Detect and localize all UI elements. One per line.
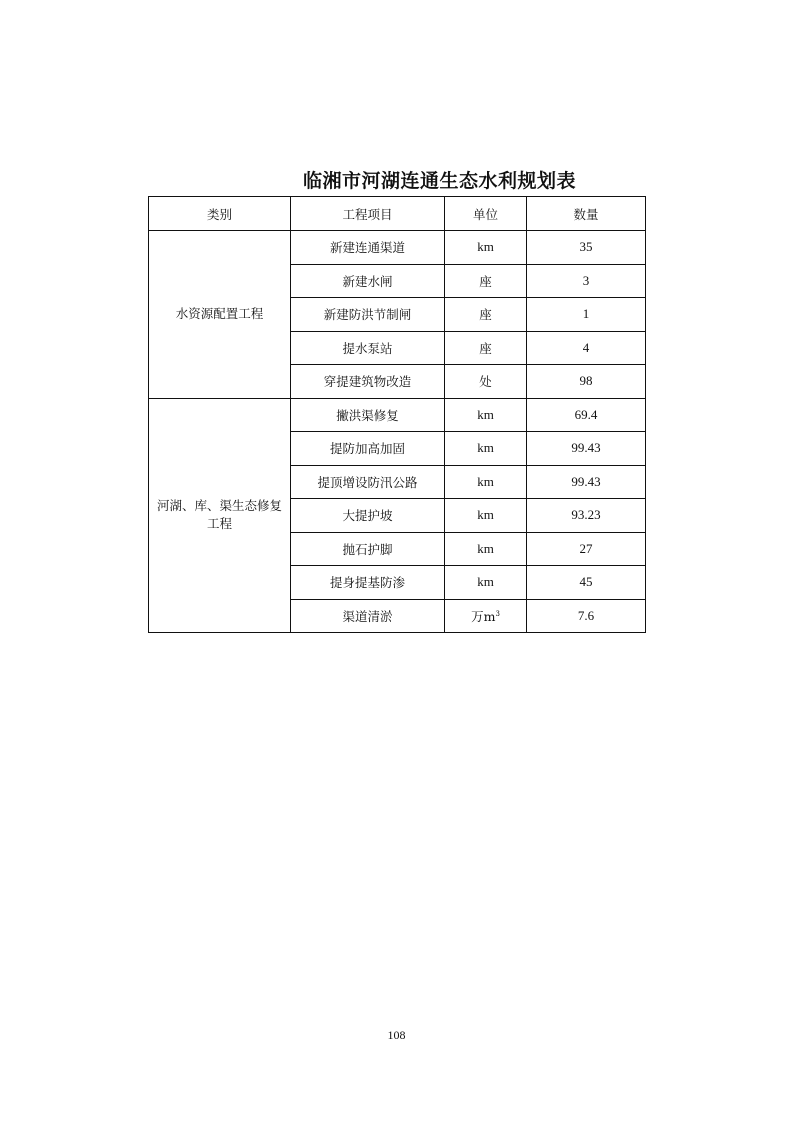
planning-table	[148, 196, 646, 633]
unit-cell: 座	[445, 264, 527, 298]
item-cell: 新建防洪节制闸	[291, 298, 445, 332]
quantity-cell: 7.6	[527, 599, 646, 633]
quantity-cell: 98	[527, 365, 646, 399]
header-item: 工程项目	[291, 197, 445, 231]
item-cell: 提身提基防渗	[291, 566, 445, 600]
unit-text: 万m	[471, 608, 496, 624]
unit-cell: km	[445, 566, 527, 600]
header-unit: 单位	[445, 197, 527, 231]
category-cell: 水资源配置工程	[149, 231, 291, 399]
item-cell: 大提护坡	[291, 499, 445, 533]
unit-cell: km	[445, 432, 527, 466]
unit-cell: km	[445, 532, 527, 566]
unit-cell: 座	[445, 331, 527, 365]
item-cell: 新建连通渠道	[291, 231, 445, 265]
quantity-cell: 45	[527, 566, 646, 600]
item-cell: 提水泵站	[291, 331, 445, 365]
unit-cell: 座	[445, 298, 527, 332]
quantity-cell: 93.23	[527, 499, 646, 533]
quantity-cell: 1	[527, 298, 646, 332]
unit-cell: 处	[445, 365, 527, 399]
item-cell: 提防加高加固	[291, 432, 445, 466]
category-cell: 河湖、库、渠生态修复工程	[149, 398, 291, 633]
item-cell: 抛石护脚	[291, 532, 445, 566]
unit-cell: km	[445, 499, 527, 533]
quantity-cell: 27	[527, 532, 646, 566]
unit-cell	[445, 599, 527, 633]
quantity-cell: 3	[527, 264, 646, 298]
item-cell: 穿提建筑物改造	[291, 365, 445, 399]
quantity-cell: 69.4	[527, 398, 646, 432]
page-title: 临湘市河湖连通生态水利规划表	[302, 170, 576, 192]
table-row	[149, 398, 646, 432]
table-header-row	[149, 197, 646, 231]
unit-superscript: 3	[495, 609, 500, 618]
table-row	[149, 231, 646, 265]
header-category: 类别	[149, 197, 291, 231]
quantity-cell: 99.43	[527, 465, 646, 499]
header-quantity: 数量	[527, 197, 646, 231]
item-cell: 新建水闸	[291, 264, 445, 298]
unit-cell: km	[445, 465, 527, 499]
page-number: 108	[387, 1028, 406, 1042]
item-cell: 提顶增设防汛公路	[291, 465, 445, 499]
quantity-cell: 99.43	[527, 432, 646, 466]
item-cell: 撇洪渠修复	[291, 398, 445, 432]
unit-cell: km	[445, 231, 527, 265]
quantity-cell: 35	[527, 231, 646, 265]
quantity-cell: 4	[527, 331, 646, 365]
unit-cell: km	[445, 398, 527, 432]
item-cell: 渠道清淤	[291, 599, 445, 633]
